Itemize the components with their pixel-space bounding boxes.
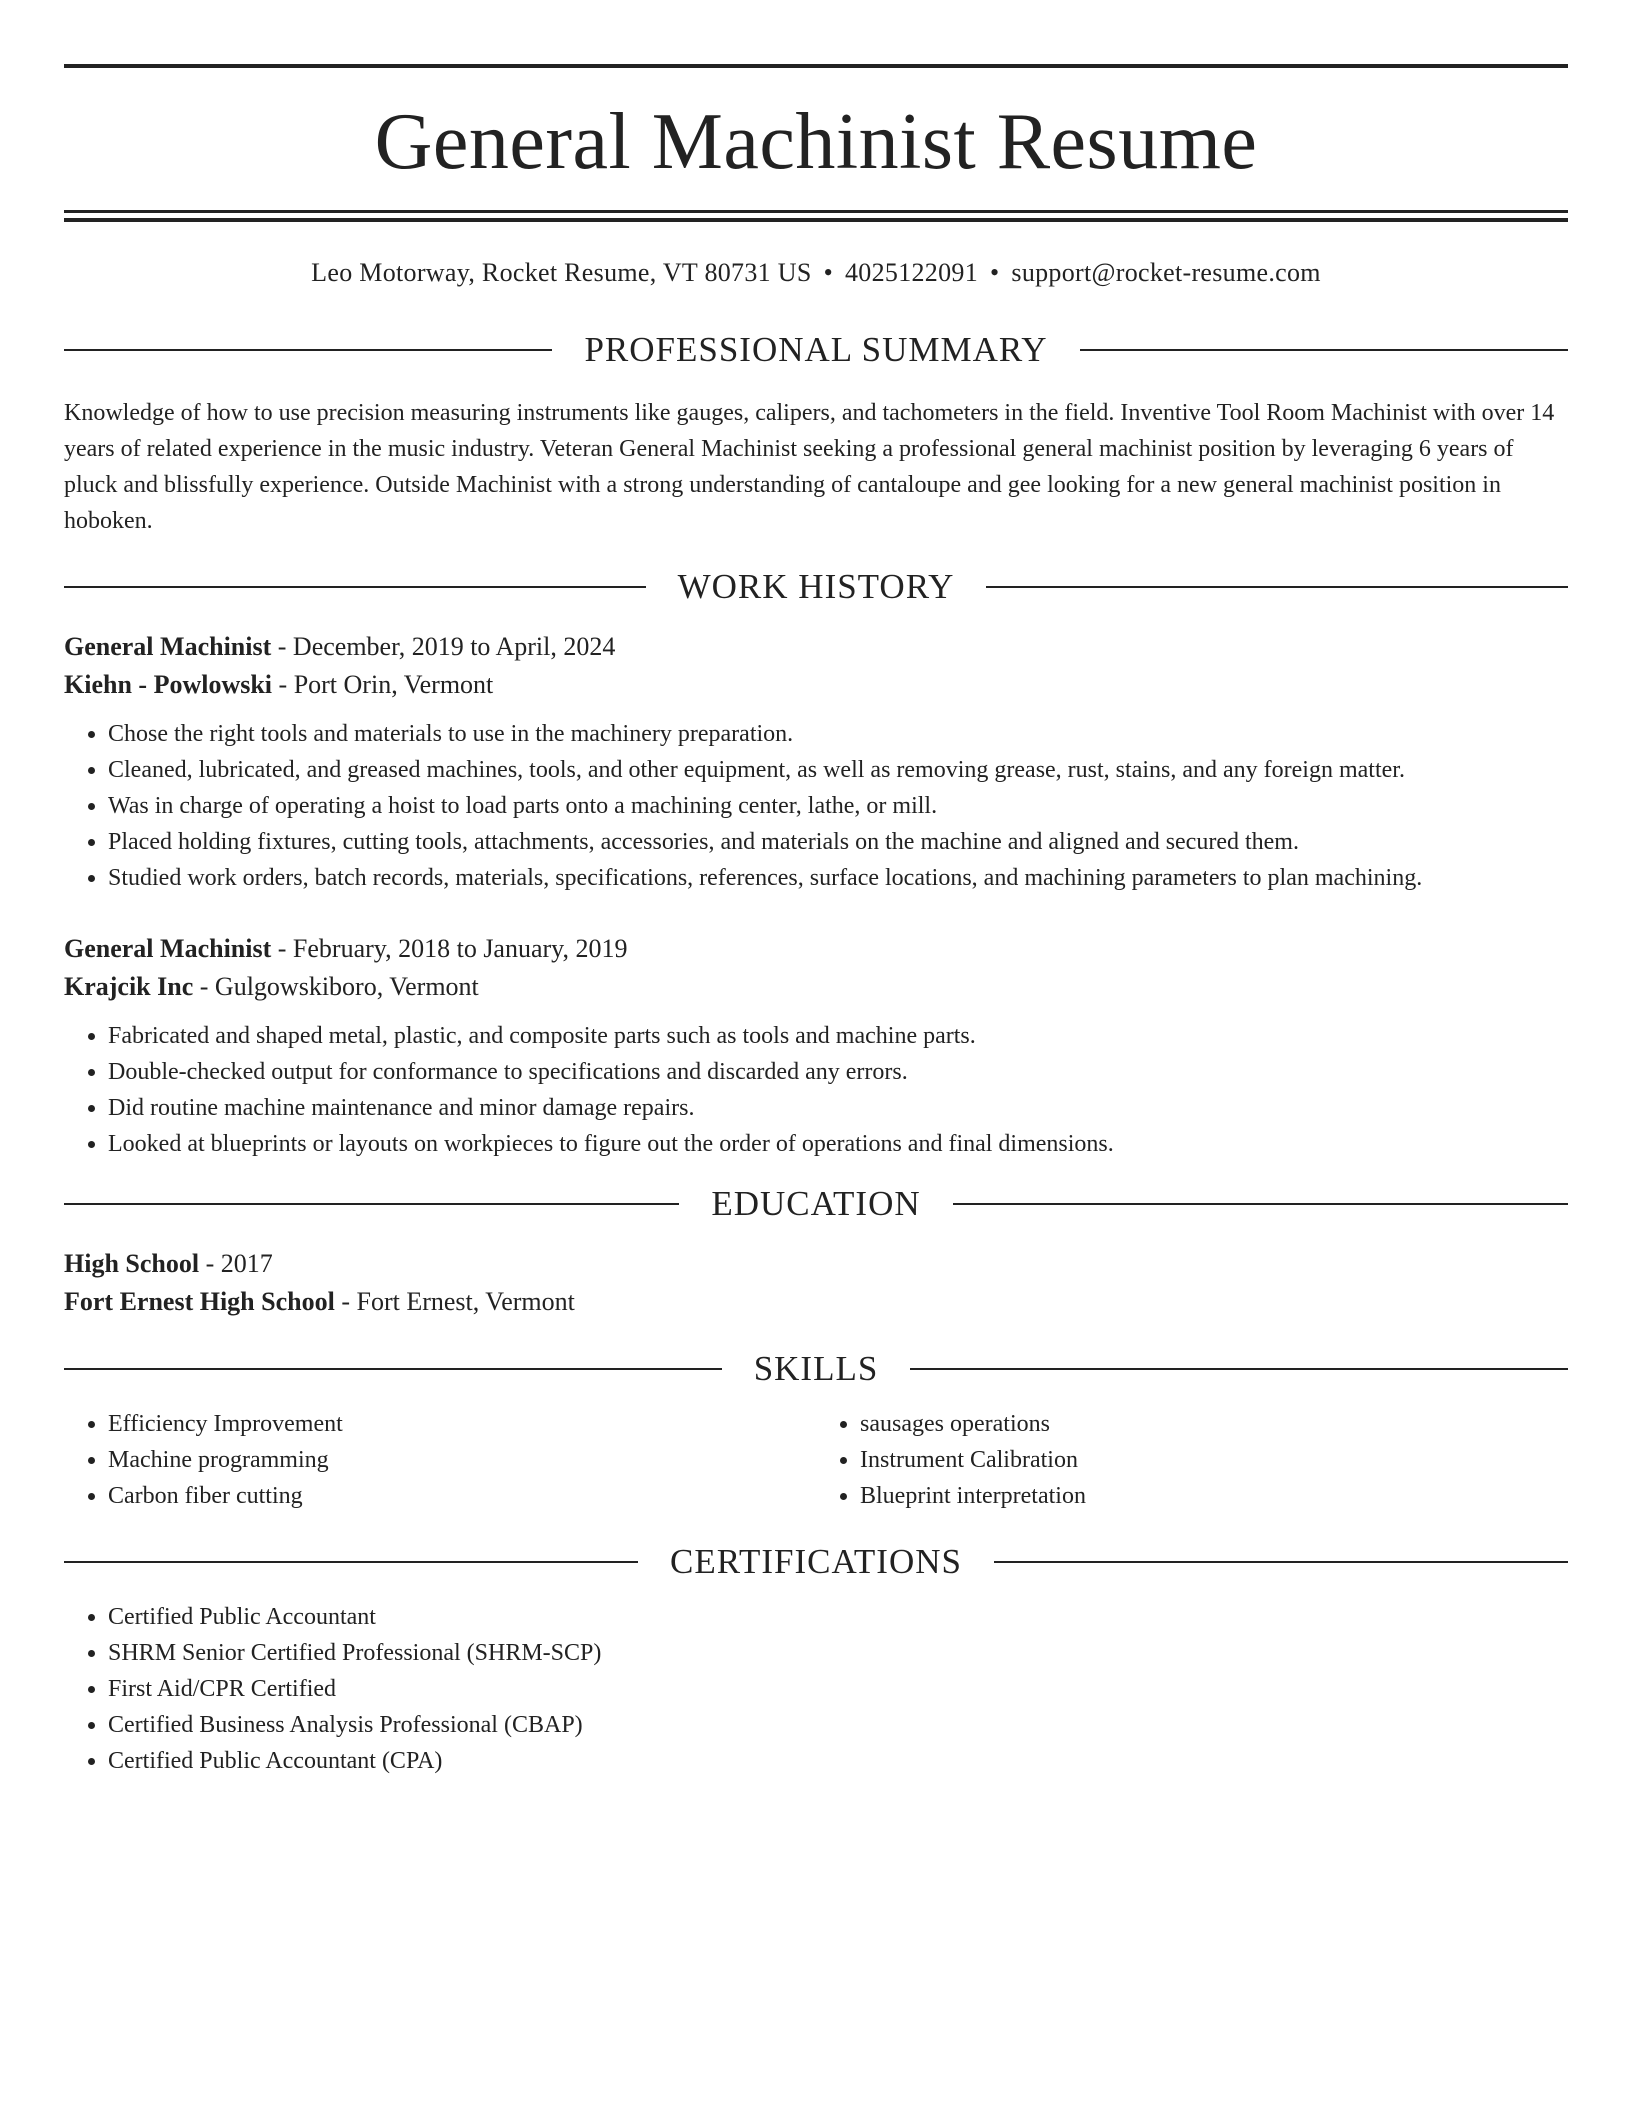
section-title: WORK HISTORY	[677, 567, 955, 606]
list-item: • Instrument Calibration	[860, 1442, 1568, 1478]
heading-rule	[64, 1203, 679, 1205]
heading-rule	[64, 1368, 722, 1370]
skills-list	[816, 1406, 1568, 1514]
list-item: • Machine programming	[108, 1442, 816, 1478]
list-item: • Certified Public Accountant (CPA)	[108, 1743, 1568, 1779]
section-heading-work	[64, 569, 1568, 604]
degree: High School	[64, 1249, 200, 1278]
list-item: • Certified Business Analysis Professional (CBAP)	[108, 1707, 1568, 1743]
heading-rule	[986, 586, 1568, 588]
heading-rule	[953, 1203, 1568, 1205]
section-title: PROFESSIONAL SUMMARY	[584, 330, 1048, 369]
contact-separator: •	[990, 258, 1000, 287]
skills-column-right	[816, 1406, 1568, 1514]
job-title: General Machinist	[64, 632, 272, 661]
job-dates: - February, 2018 to January, 2019	[271, 934, 628, 963]
list-item: • Double-checked output for conformance to specifications and discarded any errors.	[108, 1054, 1568, 1090]
job-title-line	[64, 628, 1568, 666]
list-item: • Studied work orders, batch records, materials, specifications, references, surface locations, and machining parameters to plan machining.	[108, 860, 1568, 896]
section-title: CERTIFICATIONS	[670, 1542, 962, 1581]
job-title: General Machinist	[64, 934, 272, 963]
company-line	[64, 666, 1568, 704]
list-item: • Blueprint interpretation	[860, 1478, 1568, 1514]
company-location: - Gulgowskiboro, Vermont	[193, 972, 479, 1001]
list-item: • First Aid/CPR Certified	[108, 1671, 1568, 1707]
section-heading-certifications	[64, 1544, 1568, 1579]
heading-rule	[910, 1368, 1568, 1370]
list-item: • Carbon fiber cutting	[108, 1478, 816, 1514]
company-location: - Port Orin, Vermont	[272, 670, 494, 699]
top-rule	[64, 64, 1568, 68]
title-double-rule	[64, 210, 1568, 222]
list-item: • Efficiency Improvement	[108, 1406, 816, 1442]
job-duties-list	[64, 716, 1568, 896]
contact-line	[64, 258, 1568, 288]
education-entry	[64, 1245, 1568, 1321]
section-heading-education	[64, 1186, 1568, 1221]
certifications-list	[64, 1599, 1568, 1779]
job-entry	[64, 930, 1568, 1162]
school-line	[64, 1283, 1568, 1321]
section-title: EDUCATION	[711, 1184, 921, 1223]
job-dates: - December, 2019 to April, 2024	[271, 632, 616, 661]
list-item: • sausages operations	[860, 1406, 1568, 1442]
heading-rule	[994, 1561, 1568, 1563]
list-item: • SHRM Senior Certified Professional (SHRM-SCP)	[108, 1635, 1568, 1671]
list-item: • Chose the right tools and materials to use in the machinery preparation.	[108, 716, 1568, 752]
job-title-line	[64, 930, 1568, 968]
contact-phone: 4025122091	[845, 258, 978, 287]
job-entry	[64, 628, 1568, 896]
list-item: • Looked at blueprints or layouts on workpieces to figure out the order of operations and final dimensions.	[108, 1126, 1568, 1162]
job-duties-list	[64, 1018, 1568, 1162]
heading-rule	[1080, 349, 1568, 351]
school-name: Fort Ernest High School	[64, 1287, 335, 1316]
resume-title: General Machinist Resume	[374, 98, 1258, 186]
company-name: Krajcik Inc	[64, 972, 194, 1001]
company-line	[64, 968, 1568, 1006]
school-location: - Fort Ernest, Vermont	[334, 1287, 575, 1316]
list-item: • Did routine machine maintenance and minor damage repairs.	[108, 1090, 1568, 1126]
section-heading-summary	[64, 332, 1568, 367]
list-item: • Certified Public Accountant	[108, 1599, 1568, 1635]
list-item: • Placed holding fixtures, cutting tools, attachments, accessories, and materials on the machine and aligned and secured them.	[108, 824, 1568, 860]
skills-column-left	[64, 1406, 816, 1514]
contact-email: support@rocket-resume.com	[1011, 258, 1321, 287]
graduation-year: - 2017	[199, 1249, 273, 1278]
skills-list	[64, 1406, 816, 1514]
contact-address: Leo Motorway, Rocket Resume, VT 80731 US	[311, 258, 812, 287]
section-title: SKILLS	[753, 1349, 879, 1388]
list-item: • Was in charge of operating a hoist to load parts onto a machining center, lathe, or mill.	[108, 788, 1568, 824]
degree-line	[64, 1245, 1568, 1283]
skills-grid	[64, 1406, 1568, 1514]
heading-rule	[64, 349, 552, 351]
contact-separator: •	[823, 258, 833, 287]
summary-text: Knowledge of how to use precision measuring instruments like gauges, calipers, and tachometers in the field. Inventive Tool Room Machinist with over 14 years of related experience in the music industry. Veteran General Machinist seeking a professional general machinist position by leveraging 6 years of pluck and blissfully experience. Outside Machinist with a strong understanding of cantaloupe and gee looking for a new general machinist position in hoboken.	[64, 400, 1555, 534]
section-heading-skills	[64, 1351, 1568, 1386]
list-item: • Fabricated and shaped metal, plastic, and composite parts such as tools and machine parts.	[108, 1018, 1568, 1054]
heading-rule	[64, 1561, 638, 1563]
list-item: • Cleaned, lubricated, and greased machines, tools, and other equipment, as well as removing grease, rust, stains, and any foreign matter.	[108, 752, 1568, 788]
heading-rule	[64, 586, 646, 588]
company-name: Kiehn - Powlowski	[64, 670, 273, 699]
